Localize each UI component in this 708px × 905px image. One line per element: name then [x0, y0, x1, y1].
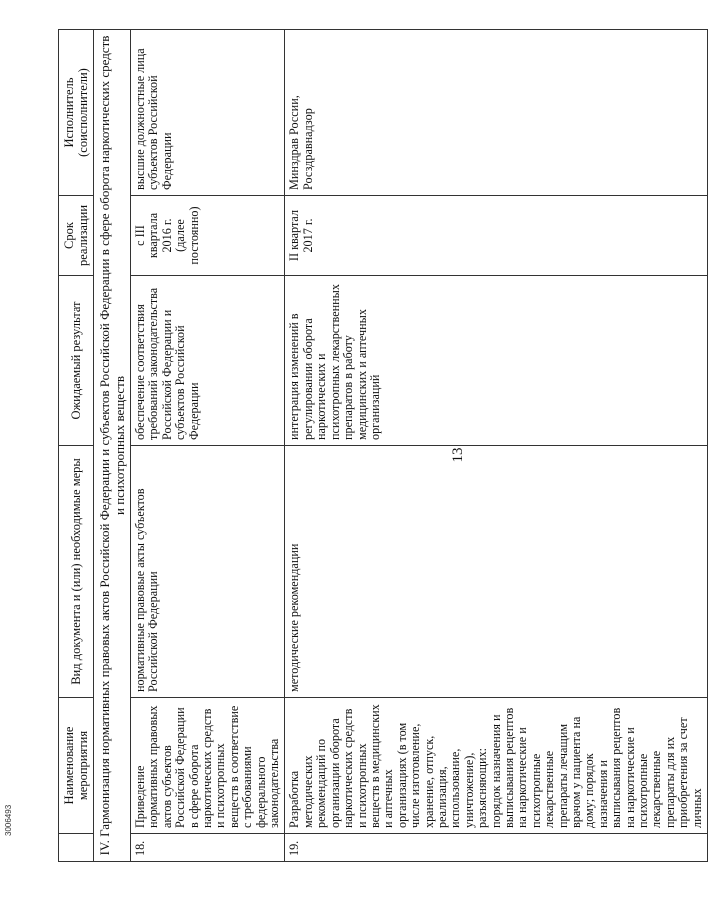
row-expected-result: интеграция изменений в регулировании оборота наркотических и психотропных лекарственных препаратов в работу медицинских и аптечных организаций — [285, 276, 708, 446]
table-row — [131, 30, 285, 862]
header-doc-type: Вид документа и (или) необходимые меры — [59, 446, 94, 698]
page-number: 13 — [450, 447, 466, 463]
table-row — [285, 30, 708, 862]
row-doc-type: методические рекомендации — [285, 446, 708, 698]
table-header-row — [59, 30, 94, 862]
row-term: с III квартала 2016 г. (далее постоянно) — [131, 196, 285, 276]
section-row — [94, 30, 131, 862]
row-doc-type: нормативные правовые акты субъектов Российской Федерации — [131, 446, 285, 698]
header-result: Ожидаемый результат — [59, 276, 94, 446]
header-num — [59, 834, 94, 862]
header-executor: Исполнитель (соисполнители) — [59, 30, 94, 196]
measures-table — [58, 29, 708, 862]
row-executor: Минздрав России, Росздравнадзор — [285, 30, 708, 196]
row-number: 19. — [285, 834, 708, 862]
row-executor: высшие должностные лица субъектов Российской Федерации — [131, 30, 285, 196]
header-name: Наименование мероприятия — [59, 698, 94, 834]
row-measure-name: Приведение нормативных правовых актов субъектов Российской Федерации в сфере оборота наркотических средств и психотропных веществ в соответствие с требованиями федерального законодательства — [131, 698, 285, 834]
row-expected-result: обеспечение соответствия требований законодательства Российской Федерации и субъектов Российской Федерации — [131, 276, 285, 446]
section-title: IV. Гармонизация нормативных правовых актов Российской Федерации и субъектов Российской Федерации в сфере оборота наркотических средств и психотропных веществ — [94, 30, 131, 862]
row-measure-name: Разработка методических рекомендаций по организации оборота наркотических средств и психотропных веществ в медицинских и аптечных организациях (в том числе изготовление, хранение, отпуск, реализация, использование, уничтожение), разъясняющих: порядок назначения и выписывания рецептов на наркотические и психотропные лекарственные препараты лечащим врачом у пациента на дому; порядок назначения и выписывания рецептов на наркотические и психотропные лекарственные препараты для их приобретения за счет личных — [285, 698, 708, 834]
row-term: II квартал 2017 г. — [285, 196, 708, 276]
header-term: Срок реализации — [59, 196, 94, 276]
rotated-landscape-page — [58, 30, 704, 880]
row-number: 18. — [131, 834, 285, 862]
document-id: 3006493 — [4, 804, 13, 836]
